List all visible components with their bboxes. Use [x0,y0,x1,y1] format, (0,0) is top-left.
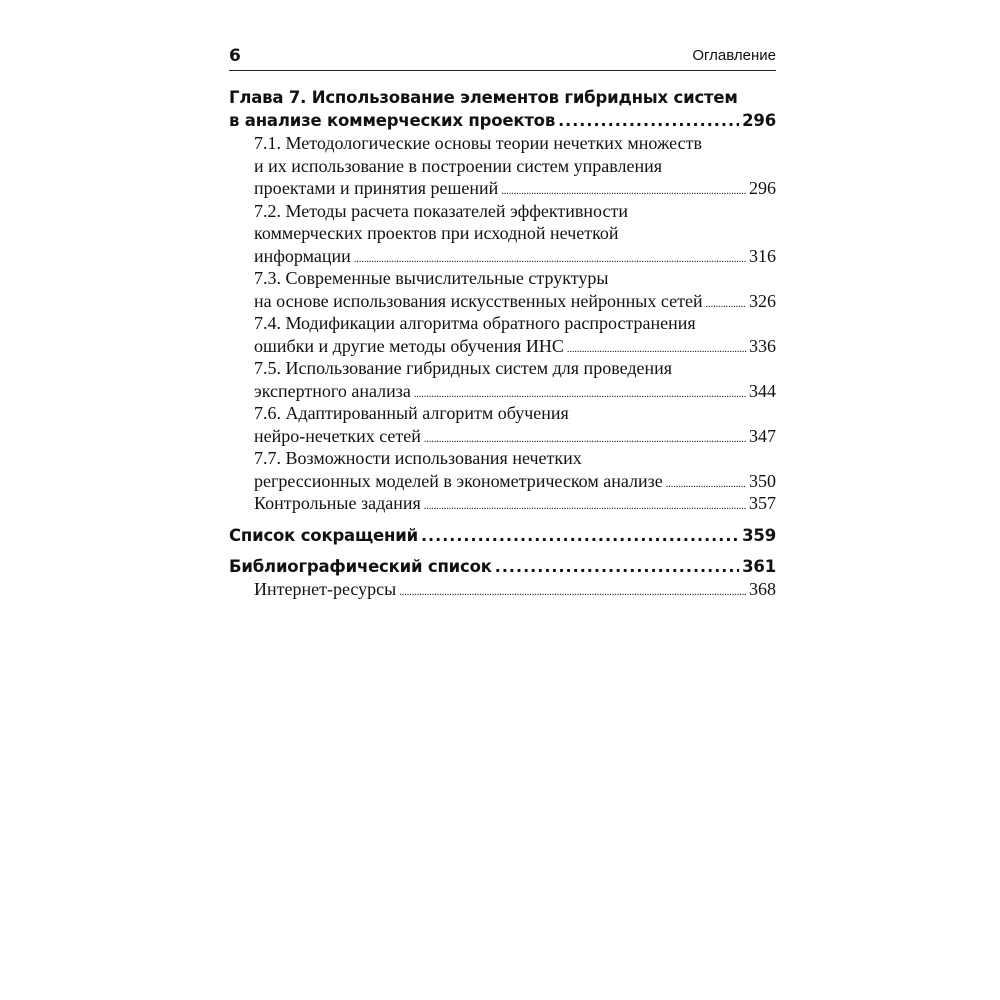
toc-line [254,380,776,403]
dot-leader [495,555,739,578]
section-title-line: 7.3. Современные вычислительные структуры [254,268,609,288]
section-title-line: регрессионных моделей в эконометрическом анализе [254,470,663,491]
toc-section-7-6[interactable] [229,402,776,447]
toc-section-7-1[interactable] [229,132,776,200]
page-ref: 357 [749,493,776,513]
dot-leader [706,294,746,317]
page-ref: 359 [742,525,776,545]
section-title-line: экспертного анализа [254,380,411,401]
page-ref: 326 [749,290,776,311]
toc-line [254,155,776,178]
section-title-line: коммерческих проектов при исходной нечеткой [254,223,619,243]
toc-line [229,555,776,578]
page-ref: 347 [749,425,776,446]
page-ref: 296 [742,111,776,130]
dot-leader [666,474,746,497]
dot-leader [558,109,739,132]
toc-line [254,222,776,245]
chapter-title-line: Библиографический список [229,556,492,576]
toc-chapter-7[interactable] [229,86,776,132]
section-title-line: и их использование в построении систем управления [254,155,663,176]
toc-section-internet[interactable] [229,578,776,601]
section-title-line: 7.4. Модификации алгоритма обратного распространения [254,313,696,333]
toc-line [229,524,776,547]
toc-line [254,290,776,313]
page-number: 6 [229,46,241,66]
toc-line [254,132,776,155]
table-of-contents [229,86,776,600]
spacer [229,547,776,555]
page-ref: 336 [749,335,776,356]
dot-leader [421,524,739,547]
toc-line [254,312,776,335]
toc-section-7-2[interactable] [229,200,776,268]
toc-abbreviations[interactable] [229,524,776,547]
toc-line [254,177,776,200]
page-ref: 350 [749,470,776,491]
page-ref: 344 [749,380,776,401]
toc-section-7-5[interactable] [229,357,776,402]
toc-line [254,470,776,493]
chapter-title-line: Глава 7. Использование элементов гибридных систем [229,88,738,107]
toc-line [229,86,776,109]
toc-line [254,425,776,448]
toc-line [254,578,776,601]
section-title-line: 7.2. Методы расчета показателей эффективности [254,200,628,221]
toc-section-7-7[interactable] [229,447,776,492]
section-title-line: 7.6. Адаптированный алгоритм обучения [254,403,569,423]
toc-section-7-3[interactable] [229,267,776,312]
running-title: Оглавление [692,47,776,64]
toc-bibliography[interactable] [229,555,776,578]
toc-section-7-4[interactable] [229,312,776,357]
section-title-line: информации [254,245,351,266]
dot-leader [424,496,746,519]
toc-line [229,109,776,132]
section-title-line: на основе использования искусственных нейронных сетей [254,290,703,311]
section-title-line: нейро-нечетких сетей [254,425,421,446]
section-title-line: 7.5. Использование гибридных систем для проведения [254,358,673,378]
section-title-line: 7.7. Возможности использования нечетких [254,448,582,468]
page-ref: 316 [749,245,776,266]
section-title-line: 7.1. Методологические основы теории нечетких множеств [254,133,702,153]
section-title-line: ошибки и другие методы обучения ИНС [254,335,564,356]
section-title-line: проектами и принятия решений [254,178,499,198]
toc-line [254,492,776,515]
chapter-title-line: в анализе коммерческих проектов [229,111,556,130]
dot-leader [399,582,746,605]
page-header [229,44,776,71]
page-ref: 368 [749,578,776,599]
toc-line [254,245,776,268]
section-title-line: Интернет-ресурсы [254,578,397,599]
toc-section-control-tasks[interactable] [229,492,776,515]
chapter-title-line: Список сокращений [229,525,418,545]
section-title-line: Контрольные задания [254,493,421,513]
page-ref: 296 [749,178,776,198]
toc-line [254,335,776,358]
page-ref: 361 [742,556,776,576]
